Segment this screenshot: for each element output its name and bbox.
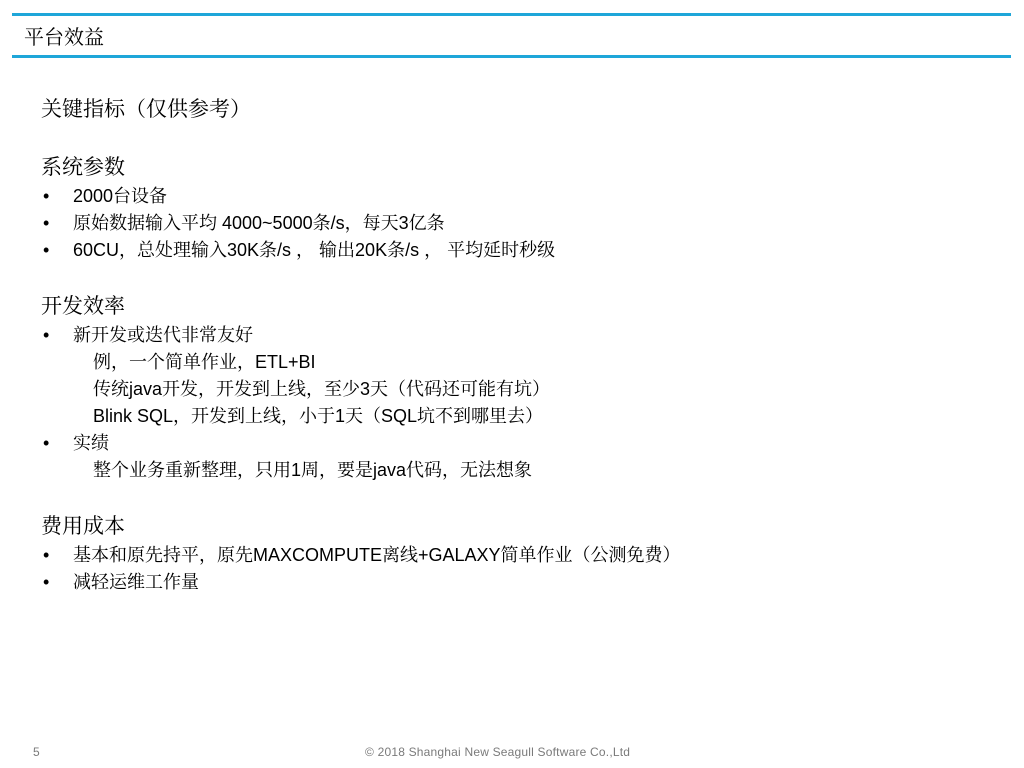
list-item xyxy=(41,430,1001,457)
list-item xyxy=(41,322,1001,349)
efficiency-bullet-list-2 xyxy=(41,430,1001,457)
key-metrics-heading: 关键指标（仅供参考） xyxy=(41,98,251,121)
bullet-icon: • xyxy=(43,325,50,345)
bullet-icon: • xyxy=(43,240,50,260)
slide-title: 平台效益 xyxy=(24,27,104,49)
bullet-icon: • xyxy=(43,213,50,233)
list-item-text: 60CU，总处理输入30K条/s ， 输出20K条/s ， 平均延时秒级 xyxy=(73,240,556,260)
sub-item: 例，一个简单作业，ETL+BI xyxy=(93,352,316,372)
list-item-text: 实绩 xyxy=(73,433,109,453)
section-cost xyxy=(41,512,1001,596)
list-item xyxy=(41,210,1001,237)
list-item-text: 基本和原先持平，原先MAXCOMPUTE离线+GALAXY简单作业（公测免费） xyxy=(73,545,681,565)
cost-bullet-list xyxy=(41,542,1001,596)
sub-item: 整个业务重新整理，只用1周，要是java代码，无法想象 xyxy=(93,460,533,480)
section-dev-efficiency xyxy=(41,292,1001,484)
list-item xyxy=(41,237,1001,264)
bullet-icon: • xyxy=(43,545,50,565)
list-item xyxy=(41,569,1001,596)
bullet-icon: • xyxy=(43,433,50,453)
page-number: 5 xyxy=(33,745,40,759)
list-item-text: 减轻运维工作量 xyxy=(73,572,199,592)
sub-item: 传统java开发，开发到上线，至少3天（代码还可能有坑） xyxy=(93,379,551,399)
efficiency-bullet-list xyxy=(41,322,1001,349)
bullet-icon: • xyxy=(43,572,50,592)
section-title-cost: 费用成本 xyxy=(41,515,125,538)
list-item-text: 新开发或迭代非常友好 xyxy=(73,325,253,345)
list-item xyxy=(41,183,1001,210)
list-item xyxy=(41,542,1001,569)
system-bullet-list xyxy=(41,183,1001,264)
header-top-rule xyxy=(12,13,1011,16)
section-system-params xyxy=(41,153,1001,264)
header-bottom-rule xyxy=(12,55,1011,58)
copyright-text: © 2018 Shanghai New Seagull Software Co.,Ltd xyxy=(365,745,631,759)
section-title-system: 系统参数 xyxy=(41,156,125,179)
bullet-icon: • xyxy=(43,186,50,206)
list-item-text: 2000台设备 xyxy=(73,186,168,206)
section-title-efficiency: 开发效率 xyxy=(41,295,125,318)
sub-item: Blink SQL，开发到上线，小于1天（SQL坑不到哪里去） xyxy=(93,406,544,426)
list-item-text: 原始数据输入平均 4000~5000条/s，每天3亿条 xyxy=(73,213,445,233)
slide-content xyxy=(41,95,1001,596)
